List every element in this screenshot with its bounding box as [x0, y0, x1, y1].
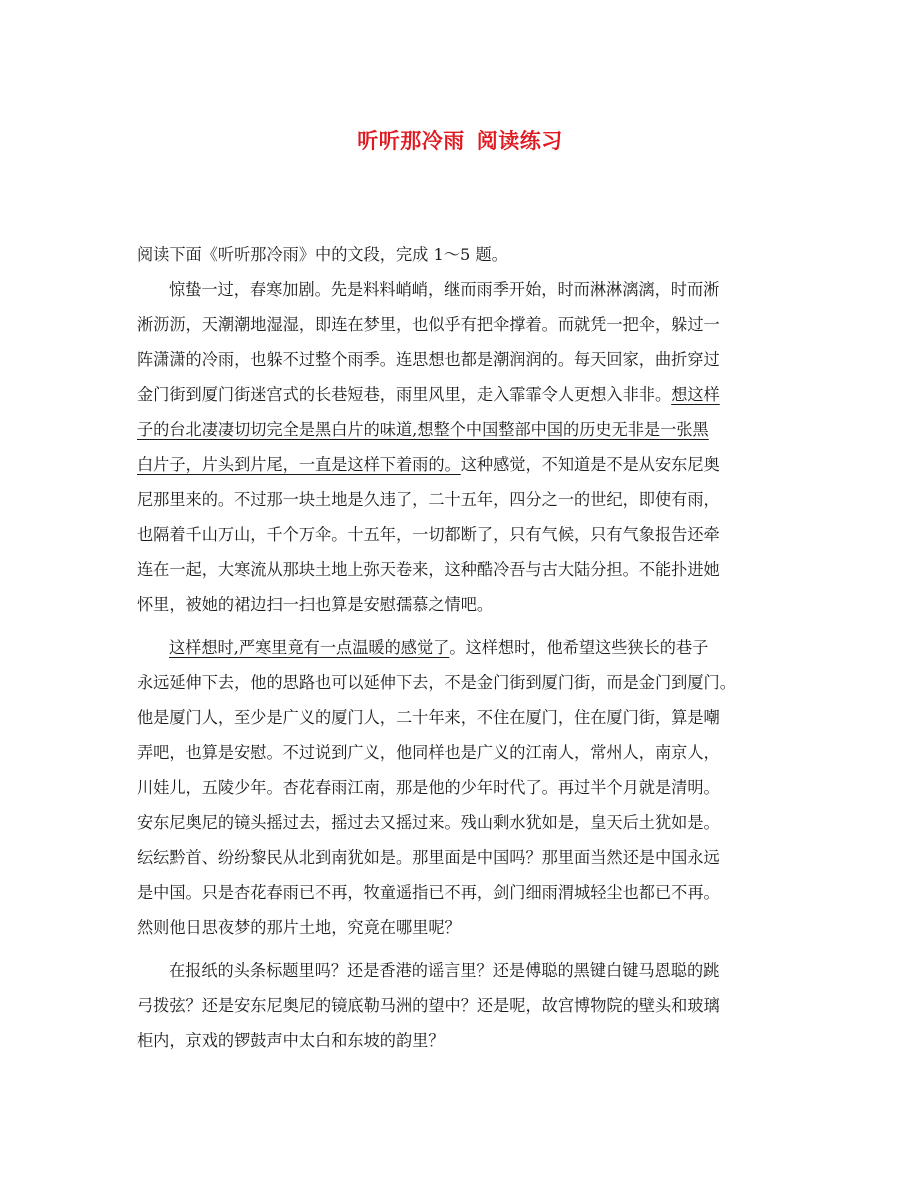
text-line	[137, 700, 797, 735]
text-line	[137, 517, 797, 552]
paragraph-1	[137, 272, 797, 622]
text-segment: 。这样想时，他希望这些狭长的巷子	[449, 638, 709, 657]
text-line	[137, 377, 797, 412]
text-line	[137, 272, 797, 307]
text-line	[137, 630, 797, 665]
text-line	[137, 770, 797, 805]
text-segment: 金门街到厦门街迷宫式的长巷短巷，雨里风里，走入霏霏令人更想入非非。	[137, 385, 672, 404]
underlined-text: 子的台北凄凄切切完全是黑白片的味道,想整个中国整部中国的历史无非是一张黑	[137, 420, 709, 439]
text-segment: 是中国。只是杏花春雨已不再，牧童遥指已不再，剑门细雨渭城轻尘也都已不再。	[137, 883, 720, 902]
text-line	[137, 447, 797, 482]
text-segment: 在报纸的头条标题里吗？还是香港的谣言里？还是傅聪的黑键白键马恩聪的跳	[169, 961, 720, 980]
text-line	[137, 587, 797, 622]
text-segment: 弓拨弦？还是安东尼奥尼的镜底勒马洲的望中？还是呢，故宫博物院的壁头和玻璃	[137, 996, 720, 1015]
text-segment: 弄吧，也算是安慰。不过说到广义，他同样也是广义的江南人，常州人，南京人，	[137, 743, 720, 762]
text-segment: 尼那里来的。不过那一块土地是久违了，二十五年，四分之一的世纪，即使有雨，	[137, 490, 720, 509]
text-line	[137, 988, 797, 1023]
paragraph-2	[137, 630, 797, 945]
text-segment: 怀里，被她的裙边扫一扫也算是安慰孺慕之情吧。	[137, 595, 494, 614]
underlined-text: 白片子，片头到片尾，一直是这样下着雨的。	[137, 455, 461, 474]
text-segment: 连在一起，大寒流从那块土地上弥天卷来，这种酷冷吾与古大陆分担。不能扑进她	[137, 560, 720, 579]
text-line	[137, 1023, 797, 1058]
text-line	[137, 875, 797, 910]
text-line	[137, 552, 797, 587]
text-segment: 柜内，京戏的锣鼓声中太白和东坡的韵里？	[137, 1031, 445, 1050]
text-segment: 纭纭黔首、纷纷黎民从北到南犹如是。那里面是中国吗？那里面当然还是中国永远	[137, 848, 720, 867]
paragraph-gap	[137, 622, 797, 630]
text-segment: 阵潇潇的冷雨，也躲不过整个雨季。连思想也都是潮润润的。每天回家，曲折穿过	[137, 350, 720, 369]
underlined-text: 想这样	[671, 385, 720, 404]
text-line	[137, 840, 797, 875]
text-segment: 惊蛰一过，春寒加剧。先是料料峭峭，继而雨季开始，时而淋淋漓漓，时而淅	[169, 280, 720, 299]
document-body	[137, 237, 797, 1058]
text-line	[137, 412, 797, 447]
title-main: 听听那冷雨	[357, 128, 465, 153]
text-segment: 也隔着千山万山，千个万伞。十五年，一切都断了，只有气候，只有气象报告还牵	[137, 525, 720, 544]
text-line	[137, 735, 797, 770]
text-segment: 然则他日思夜梦的那片土地，究竟在哪里呢？	[137, 918, 461, 937]
text-segment: 川娃儿，五陵少年。杏花春雨江南，那是他的少年时代了。再过半个月就是清明。	[137, 778, 720, 797]
text-segment: 永远延伸下去，他的思路也可以延伸下去，不是金门街到厦门街，而是金门到厦门。	[137, 673, 736, 692]
title-sub: 阅读练习	[476, 128, 563, 153]
text-segment: 他是厦门人，至少是广义的厦门人，二十年来，不住在厦门，住在厦门街，算是嘲	[137, 708, 720, 727]
text-segment: 淅沥沥，天潮潮地湿湿，即连在梦里，也似乎有把伞撑着。而就凭一把伞，躲过一	[137, 315, 720, 334]
intro-line: 阅读下面《听听那冷雨》中的文段，完成 1～5 题。	[137, 245, 508, 264]
text-segment: 这种感觉，不知道是不是从安东尼奥	[460, 455, 720, 474]
text-line	[137, 910, 797, 945]
text-line	[137, 953, 797, 988]
paragraph-gap	[137, 945, 797, 953]
text-segment: 安东尼奥尼的镜头摇过去，摇过去又摇过来。残山剩水犹如是，皇天后土犹如是。	[137, 813, 720, 832]
text-line	[137, 342, 797, 377]
paragraph-3	[137, 953, 797, 1058]
text-line	[137, 307, 797, 342]
text-line	[137, 665, 797, 700]
underlined-text: 这样想时,严寒里竟有一点温暖的感觉了	[169, 638, 450, 657]
document-title	[0, 126, 920, 156]
text-line	[137, 805, 797, 840]
text-line	[137, 482, 797, 517]
